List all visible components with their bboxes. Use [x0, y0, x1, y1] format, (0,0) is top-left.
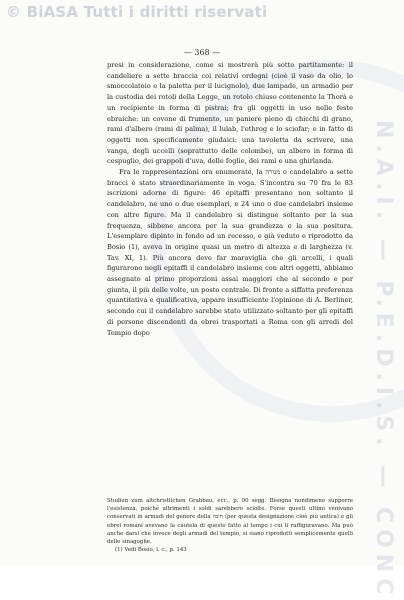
body-text	[107, 60, 353, 338]
footnotes	[107, 497, 353, 554]
paragraph-1: presi in considerazione, come si mostrerà più sotto partitamente: il candeliere a sette braccia coi relativi ordegni (cioè il vaso da olio, lo smoccolatoio e la paletta per il lucignolo), due lampade, un armadio per la custodia dei rotoli della Legge, un rotolo chiuso contenente la Thorà e un recipiente in forma di pistrai; fra gli oggetti in uso nelle feste ebraiche: un covone di frumento, un paniere pieno di chicchi di grano, rami d'albero (rami di palma), il lulab, l'ethrog e lo sciofar; e in fatto di oggetti non specificamente giudaici: una tavoletta da scrivere, una vanga, degli uccelli (soprattutto delle colombe), un albero in forma di cespuglio, dei grappoli d'uva, delle foglie, dei rami e una ghirlanda.	[107, 61, 353, 166]
page-number: — 368 —	[183, 48, 221, 57]
watermark-header: © BiASA Tutti i diritti riservati	[6, 3, 268, 21]
footnote-1: (1) Vedi Bosio, l. c., p. 143	[115, 547, 187, 554]
paragraph-2: Fra le rappresentazioni ora enumerate, la מנורה o candelabro a sette bracci è stato straordinariamente in voga. S'incontra su 70 fra le 83 iscrizioni adorne di figure: 46 epitaffi presentano non soltanto il candelabro, ne uno o due esemplari, e 24 uno o due candelabri insieme con altre figure. Ma il candelabro si distingue soltanto per la sua frequenza, sibbene ancora per la sua grandezza e la sua positura. L'esemplare dipinto in fondo ad un recesso, e già veduto e riprodotto da Bosio (1), aveva in origine quasi un metro di altezza e di larghezza (v. Tav. XI, 1). Più ancora deve far maraviglia che gli arcelli, i quali figurarono negli epitaffi il candelabro insieme con altri oggetti, abbiamo assegnato al primo proporzioni assai maggiori che al secondo e per giunta, il più delle volte, un posto centrale. Di fronte a siffatta preferenza quantitativa e qualificativa, appare insufficiente l'opinione di A. Berliner, secondo cui il candelabro sarebbe stato utilizzato soltanto per gli epitaffi di persone discendenti da ebrei trasportati a Roma con gli arredi del Tempio dopo	[107, 168, 353, 337]
footnote-continuation: Studien zum altchristlichen Grabbau, ecc., p. 90 segg. Bisogna nondimeno supporre l'esistenza, poiché altrimenti i soldi sarebbero sciolte. Forse questi ultimi venivano conservati in armadi del genere della תיבה (per questa designazione cioè più antica) e gli ebrei romani avevano la cautela di questo fatto al tempo i cui li raffiguravano. Ma può anche darsi che invece degli armadi del tempio, si siano riprodotti semplicemente quelli delle sinagoghe.	[107, 498, 353, 546]
watermark-seal-text: N.A.I. — P.E.D.I.S. — CONC	[371, 120, 396, 600]
